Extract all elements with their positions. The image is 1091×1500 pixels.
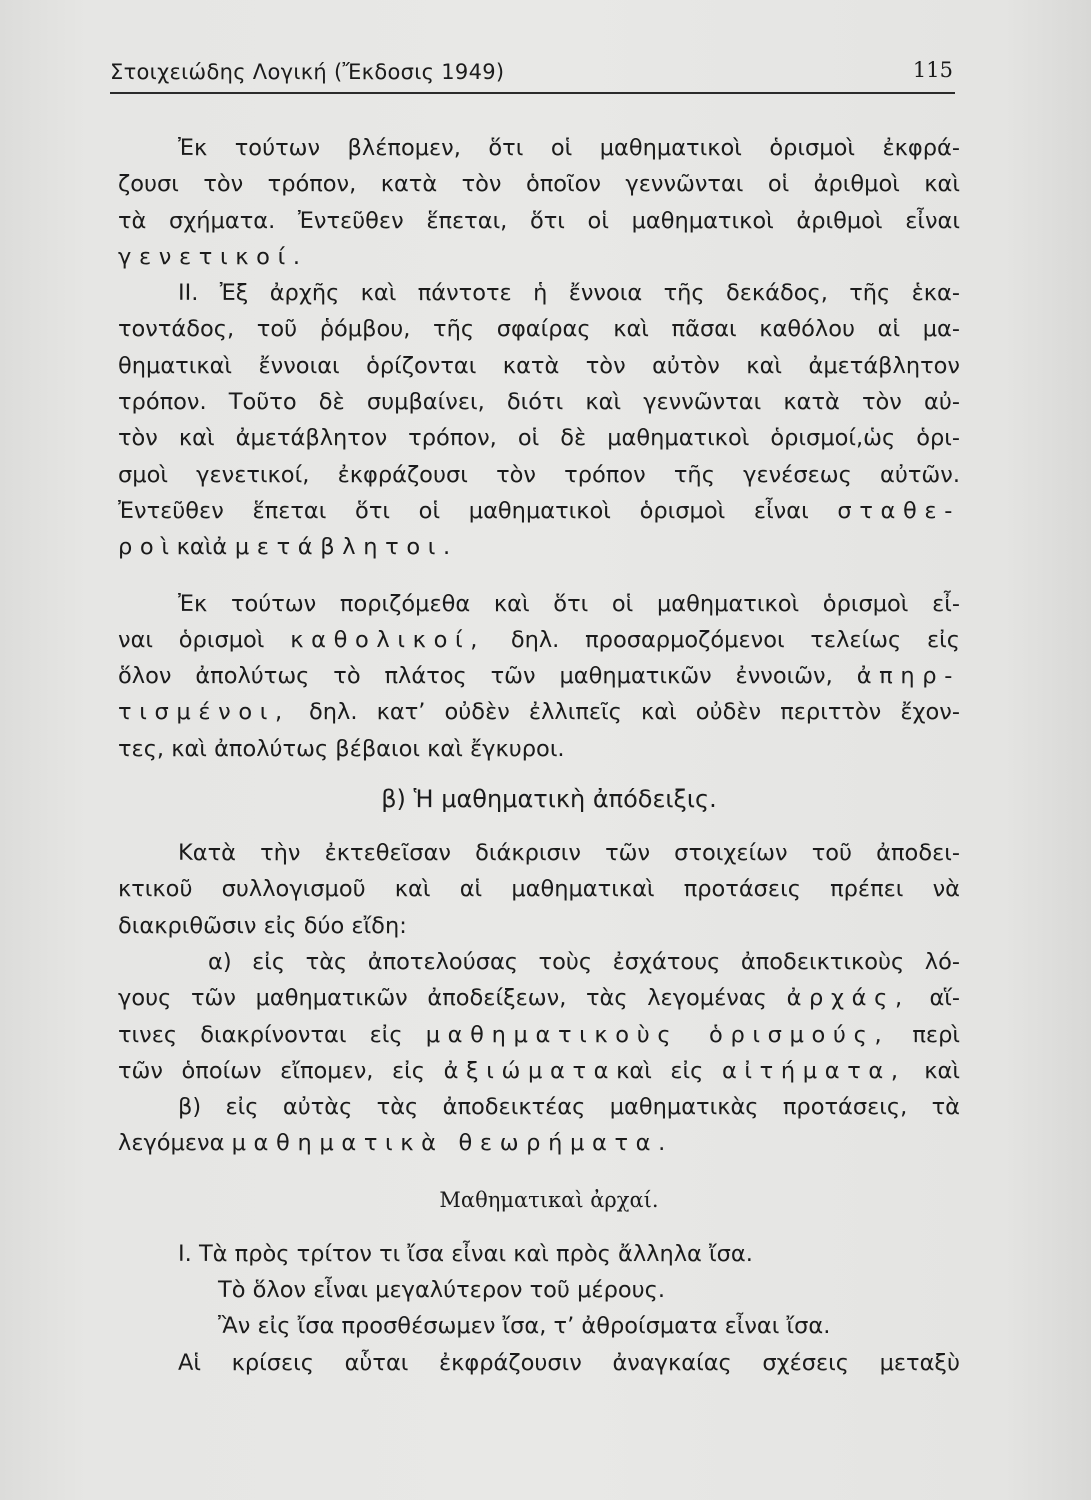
text-line [118,1053,960,1089]
page-number: 115 [912,58,953,82]
text-line [118,980,960,1016]
text-line: ΙΙ. Ἐξ ἀρχῆς καὶ πάντοτε ἡ ἔννοια τῆς δεκάδος, τῆς ἑκα- [178,280,960,307]
text-line: θηματικαὶ ἔννοιαι ὁρίζονται κατὰ τὸν αὐτὸν καὶ ἀμετάβλητον [118,352,960,379]
text-line [118,1017,960,1053]
text-line: Ἐκ τούτων πoριζόμεθα καὶ ὅτι οἱ μαθηματικοὶ ὁρισμοὶ εἶ- [178,590,960,617]
spaced-term: ἀμετάβλητοι. [212,534,458,561]
spaced-term: ροὶ [118,534,177,561]
text-line: β) εἰς αὐτὰς τὰς ἀποδεικτέας μαθηματικὰς προτάσεις, τὰ [178,1094,960,1121]
text-segment: δηλ. κατ’ οὐδὲν ἐλλιπεῖς καὶ οὐδὲν περιττὸν ἔχον- [308,699,960,726]
text-line: Κατὰ τὴν ἐκτεθεῖσαν διάκρισιν τῶν στοιχείων τοῦ ἀποδει- [178,840,960,867]
text-line: τὸν καὶ ἀμετάβλητον τρόπον, οἱ δὲ μαθηματικοὶ ὁρισμοί,ὡς ὁρι- [118,425,960,452]
spacer [118,1162,960,1182]
paragraph-1 [118,130,960,275]
text-segment: τῶν ὁποίων εἴπομεν, εἰς [118,1057,425,1084]
paragraph-2 [118,275,960,565]
spaced-term: τισμένοι, [118,699,290,726]
running-header [110,56,955,94]
text-segment: ναι ὁρισμοὶ [118,626,265,653]
paragraph-4 [118,835,960,944]
text-segment: λεγόμενα [118,1130,225,1157]
spaced-term: ἀρχάς, [786,985,910,1012]
spaced-term: ἀπηρ- [856,663,960,690]
spacer [118,821,960,835]
text-segment: ὅλον ἀπολύτως τὸ πλάτος τῶν μαθηματικῶν ἐννοιῶν, [118,663,833,690]
paragraph-3 [118,586,960,767]
text-line: σμοὶ γενετικοί, ἐκφράζουσι τὸν τρόπον τῆς γενέσεως αὐτῶν. [118,461,960,488]
text-line: Ἐκ τούτων βλέπομεν, ὅτι οἱ μαθηματικοὶ ὁρισμοὶ ἐκφρά- [178,135,960,161]
text-line [118,493,960,529]
text-segment: Ἐντεῦθεν ἕπεται ὅτι οἱ μαθηματικοὶ ὁρισμοὶ εἶναι [118,497,809,524]
text-line: ζουσι τὸν τρόπον, κατὰ τὸν ὁποῖον γεννῶνται οἱ ἀριθμοὶ καὶ [118,171,960,198]
text-segment: καὶ [924,1057,960,1084]
text-line: κτικοῦ συλλογισμοῦ καὶ αἱ μαθηματικαὶ προτάσεις πρέπει νὰ [118,876,960,903]
text-segment: καὶ εἰς [616,1057,704,1084]
text-segment: δηλ. προσαρμοζόμενοι τελείως εἰς [510,626,960,653]
text-line: τρόπον. Τοῦτο δὲ συμβαίνει, διότι καὶ γεννῶνται κατὰ τὸν αὐ- [118,389,960,416]
text-line [118,658,960,694]
text-line [118,1125,960,1161]
text-segment: καὶ [176,534,213,561]
list-item-a [118,944,960,1089]
principles-list [118,1236,960,1345]
running-title: Στοιχειώδης Λογική (Ἔκδοσις 1949) [110,60,505,84]
spaced-term: μαθηματικὰ θεωρήματα. [231,1130,673,1157]
principle-line: Ἂν εἰς ἴσα προσθέσωμεν ἴσα, τ’ ἀθροίσματα εἶναι ἴσα. [218,1313,831,1340]
spaced-term: ἀξιώματα [443,1057,617,1084]
spaced-term: γενετικοί. [118,243,308,270]
spacer [118,566,960,586]
principle-line: Ι. Τὰ πρὸς τρίτον τι ἴσα εἶναι καὶ πρὸς ἄλληλα ἴσα. [178,1240,753,1267]
text-line: διακριθῶσιν εἰς δύο εἴδη: [118,912,407,939]
text-line: Αἱ κρίσεις αὗται ἐκφράζουσιν ἀναγκαίας σχέσεις μεταξὺ [178,1349,960,1376]
text-line: τοντάδος, τοῦ ῥόμβου, τῆς σφαίρας καὶ πᾶσαι καθόλου αἱ μα- [118,316,960,343]
spaced-term: μαθηματικοὺς ὁρισμούς, [425,1021,890,1048]
text-segment: αἵ- [929,985,961,1012]
section-heading: β) Ἡ μαθηματικὴ ἀπόδειξις. [381,785,717,814]
text-line [118,622,960,658]
subheading: Μαθηματικαὶ ἀρχαί. [439,1187,659,1212]
body-text [118,130,960,1381]
spaced-term: αἰτήματα, [721,1057,906,1084]
text-segment: περὶ [912,1021,960,1048]
spaced-term: καθολικοί, [290,626,486,653]
principle-line: Τὸ ὅλον εἶναι μεγαλύτερον τοῦ μέρους. [218,1277,665,1304]
text-segment: γους τῶν μαθηματικῶν ἀποδείξεων, τὰς λεγομένας [118,985,767,1012]
text-line [118,529,960,565]
spacer [118,767,960,781]
list-item-b [118,1089,960,1162]
spaced-term: σταθε- [837,497,961,524]
paragraph-5 [118,1345,960,1381]
text-line [118,694,960,730]
text-segment: τινες διακρίνονται εἰς [118,1021,403,1048]
text-line: τὰ σχήματα. Ἐντεῦθεν ἕπεται, ὅτι οἱ μαθηματικοὶ ἀριθμοὶ εἶναι [118,207,960,234]
spacer [118,1222,960,1236]
text-line: α) εἰς τὰς ἀποτελούσας τοὺς ἐσχάτους ἀποδεικτικοὺς λό- [208,948,960,975]
text-line: τες, καὶ ἀπολύτως βέβαιοι καὶ ἔγκυροι. [118,735,565,762]
